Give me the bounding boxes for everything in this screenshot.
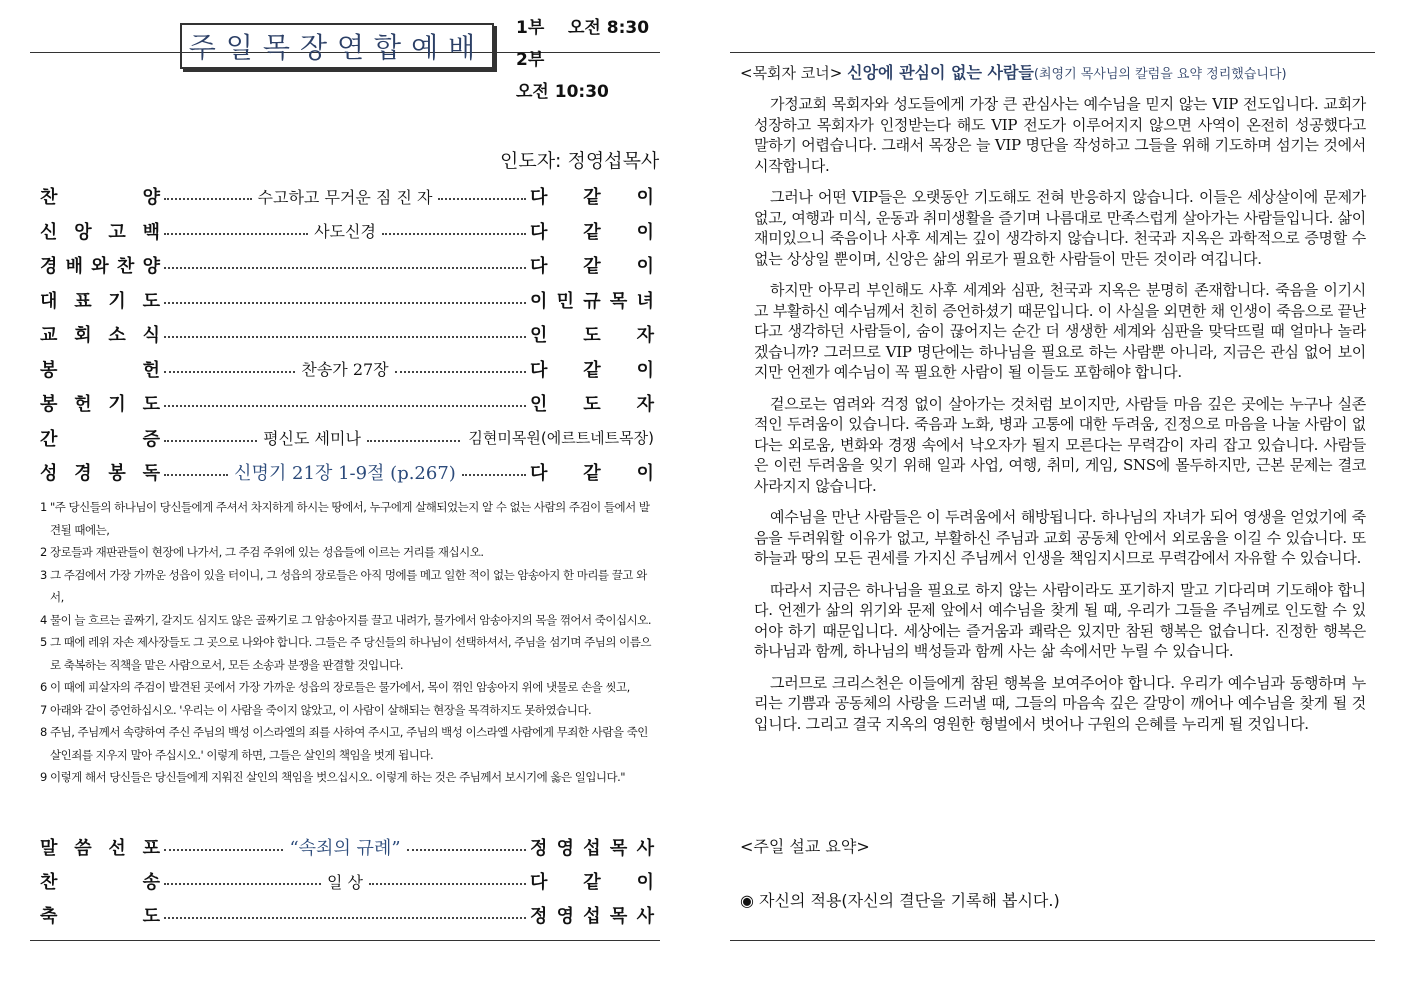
verse: 9 이렇게 해서 당신들은 당신들에게 지워진 살인의 책임을 벗으십시오. 이렇게 하는 것은 주님께서 보시기에 옳은 일입니다." (40, 770, 626, 784)
order-row (40, 457, 654, 487)
corner-label: <목회자 코너> (740, 64, 843, 82)
column-paragraph: 그러나 어떤 VIP들은 오랫동안 기도해도 전혀 반응하지 않습니다. 이들은 세상살이에 문제가 없고, 여행과 미식, 운동과 취미생활을 즐기며 나름대로 만족스럽게 살아가는 사람들입니다. 삶이 재미있으니 죽음이나 사후 세계는 깊이 생각하지 않습니다. 천국과 지옥은 과학적으로 증명할 수 없는 상상일 뿐이며, 신앙은 삶의 위로가 필요한 사람들이 만든 것이라 여깁니다. (754, 188, 1366, 268)
order-detail: 사도신경 (314, 222, 376, 241)
order-label: 축 도 (40, 906, 160, 927)
order-person: 인 도 자 (530, 394, 654, 415)
order-row (40, 285, 654, 315)
leader-dots (160, 870, 530, 893)
order-label: 대 표 기 도 (40, 290, 160, 312)
order-detail: 신명기 21장 1-9절 (p.267) (234, 463, 456, 484)
order-row (40, 832, 654, 862)
scripture-text (40, 496, 660, 789)
order-label: 교 회 소 식 (40, 325, 160, 346)
order-person: 다 같 이 (530, 463, 654, 484)
order-row (40, 319, 654, 349)
service-time-1: 1부 오전 8:30 (516, 18, 650, 38)
order-label: 봉 헌 (40, 359, 160, 381)
order-row (40, 216, 654, 246)
leader-dots (160, 219, 530, 242)
verse: 3 그 주검에서 가장 가까운 성읍이 있을 터이니, 그 성읍의 장로들은 아직 멍에를 메고 일한 적이 없는 암송아지 한 마리를 끌고 와서, (40, 567, 647, 604)
column-paragraph: 그러므로 크리스천은 이들에게 참된 행복을 보여주어야 합니다. 우리가 예수님과 동행하며 누리는 기쁨과 공동체의 사랑을 드러낼 때, 그들의 마음속 깊은 갈망이 깨어나 예수님을 찾게 될 것입니다. 그리고 결국 지옥의 영원한 형벌에서 벗어나 구원의 은혜를 누리게 될 것입니다. (754, 673, 1366, 733)
verse: 8 주님, 주님께서 속량하여 주신 주님의 백성 이스라엘의 죄를 사하여 주시고, 주님의 백성 이스라엘 사람에게 무죄한 사람을 죽인 살인죄를 지우지 말아 주십시오.' 이렇게 하면, 그들은 살인의 책임을 벗게 됩니다. (40, 725, 648, 762)
column-note: (최영기 목사님의 칼럼을 요약 정리했습니다) (1033, 67, 1287, 82)
verse: 6 이 때에 피살자의 주검이 발견된 곳에서 가장 가까운 성읍의 장로들은 물가에서, 목이 꺾인 암송아지 위에 냇물로 손을 씻고, (40, 680, 630, 694)
sermon-summary-heading: <주일 설교 요약> (740, 837, 870, 856)
order-row (40, 354, 654, 384)
order-label: 봉 헌 기 도 (40, 394, 160, 415)
order-person: 정 영 섭 목 사 (530, 838, 654, 859)
leader: 인도자: 정영섭목사 (500, 150, 660, 172)
order-detail: 찬송가 27장 (301, 360, 389, 379)
order-label: 찬 양 (40, 187, 160, 208)
column-paragraph: 겉으로는 염려와 걱정 없이 살아가는 것처럼 보이지만, 사람들 마음 깊은 곳에는 누구나 실존적인 두려움이 있습니다. 죽음과 노화, 병과 고통에 대한 두려움, 진정으로 마음을 나눌 사람이 없다는 외로움, 변화와 경쟁 속에서 낙오자가 될지 모른다는 무력감이 자리 잡고 있습니다. 사람들은 이런 두려움을 잊기 위해 일과 사업, 여행, 취미, 게임, SNS에 몰두하지만, 근본 문제는 결코 사라지지 않습니다. (754, 394, 1366, 495)
leader-dots (160, 357, 530, 380)
column-paragraph: 따라서 지금은 하나님을 필요로 하지 않는 사람이라도 포기하지 말고 기다리며 기도해야 합니다. 언젠가 삶의 위기와 문제 앞에서 예수님을 찾게 될 때, 우리가 그들을 주님께로 인도할 수 있어야 하기 때문입니다. 세상에는 즐거움과 쾌락은 있지만 참된 행복은 없습니다. 진정한 행복은 하나님과 함께, 하나님의 백성들과 함께 사는 삶 속에서만 누릴 수 있습니다. (754, 580, 1366, 660)
order-row (40, 250, 654, 280)
order-person: 이 민 규 목 녀 (530, 290, 654, 312)
order-row (40, 181, 654, 211)
order-label: 경 배 와 찬 양 (40, 256, 160, 277)
leader-dots (160, 459, 530, 485)
top-rule-right (730, 52, 1375, 53)
bottom-rule (30, 940, 660, 941)
order-label: 성 경 봉 독 (40, 463, 160, 484)
verse: 5 그 때에 레위 자손 제사장들도 그 곳으로 나와야 합니다. 그들은 주 당신들의 하나님이 선택하셔서, 주님을 섬기며 주님의 이름으로 축복하는 직책을 맡은 사람으로서, 모든 소송과 분쟁을 판결할 것입니다. (40, 635, 651, 672)
leader-dots (160, 399, 530, 407)
leader-dots (160, 834, 530, 860)
bulletin-right-page (730, 0, 1375, 992)
order-detail: 평신도 세미나 (263, 429, 361, 448)
order-row (40, 866, 654, 896)
verse: 4 물이 늘 흐르는 골짜기, 갈지도 심지도 않은 골짜기로 그 암송아지를 끌고 내려가, 물가에서 암송아지의 목을 꺾어서 죽이십시오. (40, 612, 651, 627)
column-title: 신앙에 관심이 없는 사람들 (847, 63, 1034, 82)
order-person: 다 같 이 (530, 221, 654, 243)
order-detail: 일 상 (327, 872, 363, 892)
order-person: 다 같 이 (530, 359, 654, 381)
order-label: 찬 송 (40, 872, 160, 893)
order-label: 말 씀 선 포 (40, 838, 160, 859)
verse: 7 아래와 같이 증언하십시오. '우리는 이 사람을 죽이지 않았고, 이 사람이 살해되는 현장을 목격하지도 못하였습니다. (40, 702, 592, 717)
column-paragraph: 하지만 아무리 부인해도 사후 세계와 심판, 천국과 지옥은 분명히 존재합니다. 죽음을 이기시고 부활하신 예수님께서 친히 증언하셨기 때문입니다. 이 사실을 외면한 채 인생이 죽음으로 끝난다고 생각하던 사람들이, 숨이 끊어지는 순간 더 생생한 세계와 심판을 맞닥뜨릴 때 얼마나 놀라겠습니까? 그러므로 VIP 명단에는 하나님을 필요로 하는 사람뿐 아니라, 지금은 관심 없어 보이지만 언젠가 예수님이 꼭 필요한 사람이 될 이들도 포함해야 합니다. (754, 281, 1366, 381)
order-label: 간 증 (40, 428, 160, 450)
order-detail: 수고하고 무거운 짐 진 자 (257, 187, 433, 207)
order-detail: “속죄의 규례” (289, 838, 401, 859)
order-person: 정 영 섭 목 사 (530, 906, 654, 927)
column-body (754, 94, 1366, 745)
leader-dots (160, 911, 530, 919)
verse: 2 장로들과 재판관들이 현장에 나가서, 그 주검 주위에 있는 성읍들에 이르는 거리를 재십시오. (40, 545, 484, 559)
order-person: 다 같 이 (530, 187, 654, 208)
leader-dots (160, 185, 530, 208)
column-paragraph: 가정교회 목회자와 성도들에게 가장 큰 관심사는 예수님을 믿지 않는 VIP 전도입니다. 교회가 성장하고 목회자가 인정받는다 해도 VIP 전도가 이루어지지 않으면 사역이 온전히 성공했다고 말하기 어렵습니다. 그래서 목장은 늘 VIP 명단을 작성하고 그들을 위해 기도하며 섬기는 것에서 시작합니다. (754, 95, 1366, 175)
bottom-rule-right (730, 940, 1375, 941)
order-person: 다 같 이 (530, 256, 654, 277)
leader-dots (160, 330, 530, 338)
leader-dots (160, 261, 530, 269)
leader-dots (160, 426, 464, 449)
order-row (40, 388, 654, 418)
service-title: 주일목장연합예배 (180, 23, 494, 69)
order-person: 김현미목원(에르트네트목장) (468, 429, 654, 447)
service-time-2: 2부오전 10:30 (516, 50, 609, 102)
bulletin-left-page (30, 0, 660, 992)
order-row (40, 423, 654, 453)
application-prompt: ◉ 자신의 적용(자신의 결단을 기록해 봅시다.) (740, 891, 1060, 910)
order-person: 인 도 자 (530, 325, 654, 346)
verse: 1 "주 당신들의 하나님이 당신들에게 주셔서 차지하게 하시는 땅에서, 누구에게 살해되었는지 알 수 없는 사람의 주검이 들에서 발견될 때에는, (40, 500, 650, 537)
order-row (40, 900, 654, 930)
column-paragraph: 예수님을 만난 사람들은 이 두려움에서 해방됩니다. 하나님의 자녀가 되어 영생을 얻었기에 죽음을 두려워할 이유가 없고, 부활하신 주님과 교회 공동체 안에서 외로움을 이길 수 있습니다. 또 하늘과 땅의 모든 권세를 가지신 주님께서 인생을 책임지시므로 무력감에서 자유할 수 있습니다. (754, 508, 1366, 567)
column-heading (740, 60, 1287, 83)
order-person: 다 같 이 (530, 872, 654, 893)
leader-dots (160, 296, 530, 304)
service-times (516, 12, 660, 108)
order-label: 신 앙 고 백 (40, 221, 160, 243)
